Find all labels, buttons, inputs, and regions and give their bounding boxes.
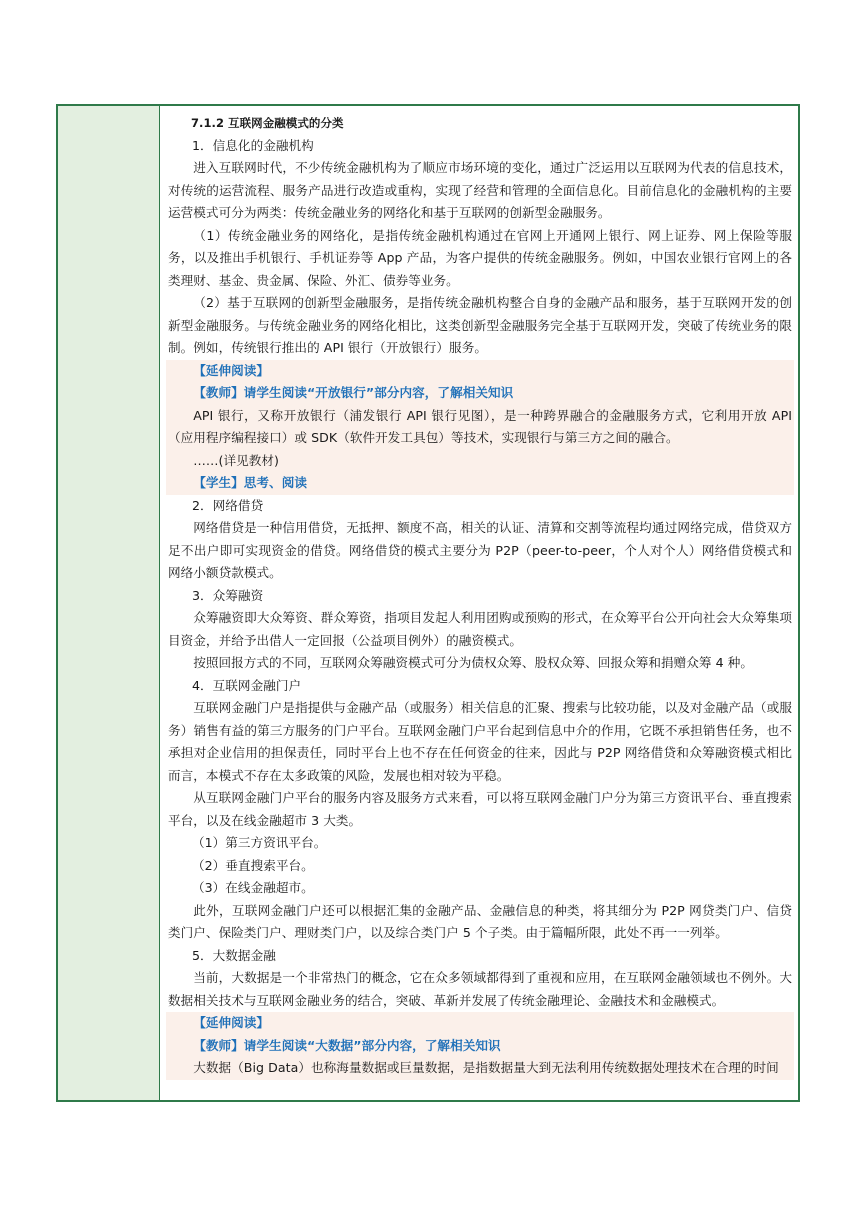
reading-body: 大数据（Big Data）也称海量数据或巨量数据，是指数据量大到无法利用传统数据处理技术在合理的时间 xyxy=(193,1060,779,1075)
paragraph: 网络借贷是一种信用借贷，无抵押、额度不高，相关的认证、清算和交割等流程均通过网络完成，借贷双方足不出户即可实现资金的借贷。网络借贷的模式主要分为 P2P（peer-to-peer，个人对个人）网络借贷模式和网络小额贷款模式。 xyxy=(168,520,792,580)
reading-more: ……(详见教材) xyxy=(193,452,279,468)
reading-body: API 银行，又称开放银行（浦发银行 API 银行见图），是一种跨界融合的金融服务方式，它利用开放 API（应用程序编程接口）或 SDK（软件开发工具包）等技术，实现银行与第三方之间的融合。 xyxy=(168,407,792,445)
list-item: （1）第三方资讯平台。 xyxy=(191,835,327,850)
paragraph: 当前，大数据是一个非常热门的概念，它在众多领域都得到了重视和应用，在互联网金融领域也不例外。大数据相关技术与互联网金融业务的结合，突破、革新并发展了传统金融理论、金融技术和金融模式。 xyxy=(168,970,792,1008)
subheading-3: 3．众筹融资 xyxy=(191,587,264,603)
reading-title: 【延伸阅读】 xyxy=(193,1015,270,1030)
reading-title: 【延伸阅读】 xyxy=(193,362,270,378)
subheading-2: 2．网络借贷 xyxy=(191,497,264,513)
extended-reading-box-2 xyxy=(166,1012,794,1080)
paragraph: 互联网金融门户是指提供与金融产品（或服务）相关信息的汇聚、搜索与比较功能，以及对金融产品（或服务）销售有益的第三方服务的门户平台。互联网金融门户平台起到信息中介的作用，它既不承担销售任务，也不承担对企业信用的担保责任，同时平台上也不存在任何资金的往来，因此与 P2P 网络借贷和众筹融资模式相比而言，本模式不存在太多政策的风险，发展也相对较为平稳。 xyxy=(168,700,792,783)
paragraph: 此外，互联网金融门户还可以根据汇集的金融产品、金融信息的种类，将其细分为 P2P 网贷类门户、信贷类门户、保险类门户、理财类门户，以及综合类门户 5 个子类。由于篇幅所限，此处不再一一列举。 xyxy=(168,902,792,940)
table-content-cell xyxy=(161,106,798,1100)
teacher-instruction: 【教师】请学生阅读“开放银行”部分内容，了解相关知识 xyxy=(193,385,514,400)
teacher-instruction: 【教师】请学生阅读“大数据”部分内容，了解相关知识 xyxy=(193,1037,501,1053)
paragraph: 众筹融资即大众筹资、群众筹资，指项目发起人利用团购或预购的形式，在众筹平台公开向社会大众筹集项目资金，并给予出借人一定回报（公益项目例外）的融资模式。 xyxy=(168,610,792,648)
paragraph: 从互联网金融门户平台的服务内容及服务方式来看，可以将互联网金融门户分为第三方资讯平台、垂直搜索平台，以及在线金融超市 3 大类。 xyxy=(168,790,792,828)
subheading-5: 5．大数据金融 xyxy=(191,947,276,963)
subheading-4: 4．互联网金融门户 xyxy=(191,677,302,693)
paragraph: 按照回报方式的不同，互联网众筹融资模式可分为债权众筹、股权众筹、回报众筹和捐赠众筹 4 种。 xyxy=(193,655,754,670)
extended-reading-box-1 xyxy=(166,360,794,495)
subheading-1: 1．信息化的金融机构 xyxy=(191,137,314,153)
paragraph: （2）基于互联网的创新型金融服务，是指传统金融机构整合自身的金融产品和服务，基于互联网开发的创新型金融服务。与传统金融业务的网络化相比，这类创新型金融服务完全基于互联网开发，突破了传统业务的限制。例如，传统银行推出的 API 银行（开放银行）服务。 xyxy=(168,295,792,355)
paragraph: （1）传统金融业务的网络化，是指传统金融机构通过在官网上开通网上银行、网上证券、网上保险等服务，以及推出手机银行、手机证券等 App 产品，为客户提供的传统金融服务。例如，中国农业银行官网上的各类理财、基金、贵金属、保险、外汇、债券等业务。 xyxy=(168,227,792,288)
list-item: （2）垂直搜索平台。 xyxy=(191,857,314,873)
section-title: 7.1.2 互联网金融模式的分类 xyxy=(191,116,344,130)
table-left-column xyxy=(58,106,160,1100)
student-instruction: 【学生】思考、阅读 xyxy=(193,475,307,490)
lesson-table xyxy=(56,104,800,1102)
paragraph: 进入互联网时代，不少传统金融机构为了顺应市场环境的变化，通过广泛运用以互联网为代表的信息技术，对传统的运营流程、服务产品进行改造或重构，实现了经营和管理的全面信息化。目前信息化的金融机构的主要运营模式可分为两类：传统金融业务的网络化和基于互联网的创新型金融服务。 xyxy=(168,160,792,220)
list-item: （3）在线金融超市。 xyxy=(191,880,314,895)
